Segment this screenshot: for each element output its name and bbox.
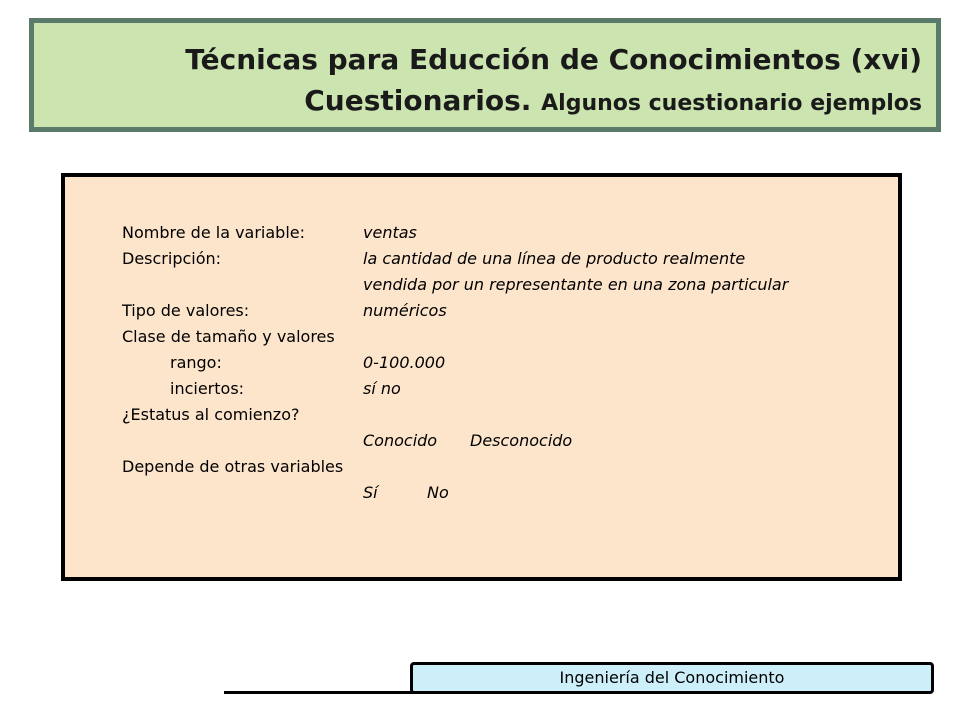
footer-label: Ingeniería del Conocimiento bbox=[410, 662, 934, 694]
value-type-label: Tipo de valores: bbox=[122, 301, 250, 320]
status-option-known: Conocido bbox=[363, 431, 438, 450]
size-class-label: Clase de tamaño y valores bbox=[122, 327, 335, 346]
status-label: ¿Estatus al comienzo? bbox=[122, 405, 300, 424]
uncertain-label: inciertos: bbox=[170, 379, 245, 398]
depends-option-yes: Sí bbox=[363, 483, 378, 502]
description-value-line1: la cantidad de una línea de producto realmente bbox=[363, 249, 746, 268]
uncertain-value: sí no bbox=[363, 379, 401, 398]
depends-option-no: No bbox=[427, 483, 449, 502]
description-value-line2: vendida por un representante en una zona particular bbox=[363, 275, 789, 294]
status-option-unknown: Desconocido bbox=[470, 431, 573, 450]
slide-title-box bbox=[29, 18, 941, 132]
footer-rule bbox=[224, 691, 414, 694]
variable-name-label: Nombre de la variable: bbox=[122, 223, 306, 242]
subtitle-secondary: Algunos cuestionario ejemplos bbox=[541, 91, 922, 116]
questionnaire-form bbox=[61, 173, 902, 581]
variable-name-value: ventas bbox=[363, 223, 417, 242]
value-type-value: numéricos bbox=[363, 301, 447, 320]
depends-label: Depende de otras variables bbox=[122, 457, 344, 476]
range-value: 0-100.000 bbox=[363, 353, 446, 372]
description-label: Descripción: bbox=[122, 249, 222, 268]
range-label: rango: bbox=[170, 353, 222, 372]
slide-title: Técnicas para Educción de Conocimientos (xvi) bbox=[185, 43, 922, 76]
subtitle-main: Cuestionarios. bbox=[304, 84, 532, 117]
slide-subtitle bbox=[304, 84, 922, 117]
